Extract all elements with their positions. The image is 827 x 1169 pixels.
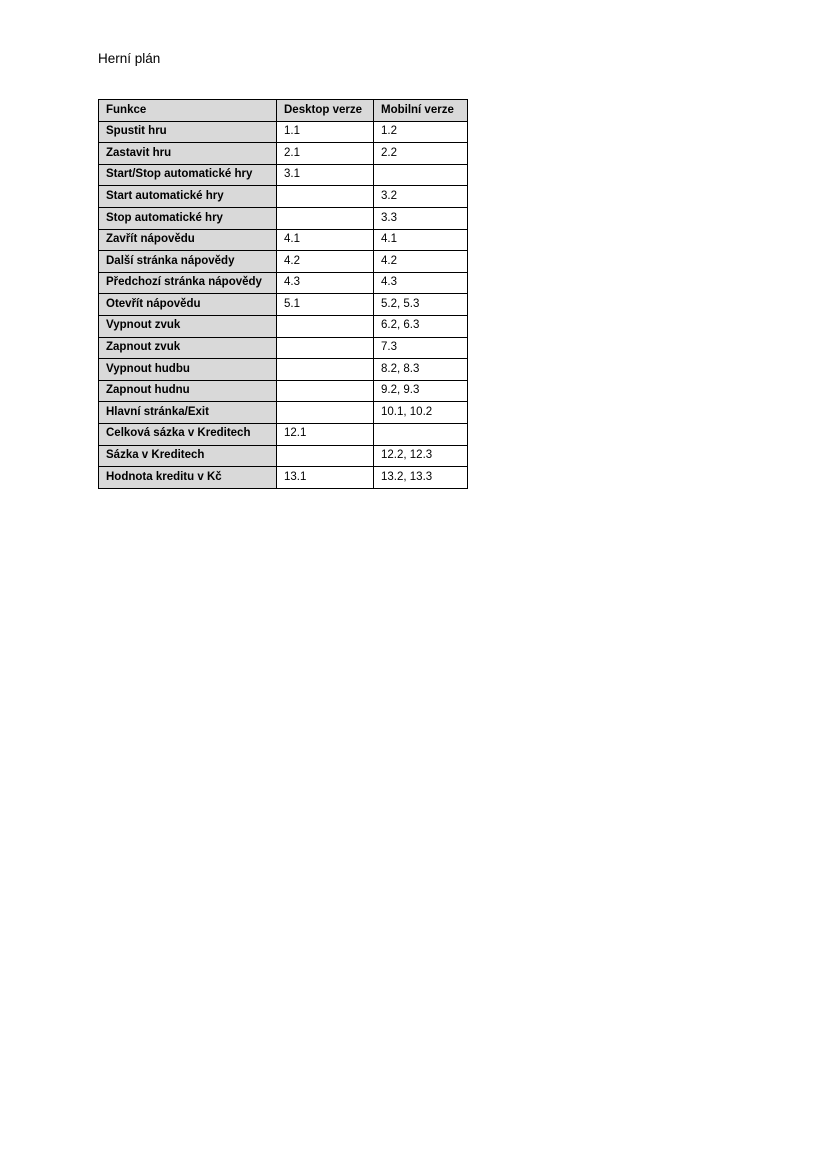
desktop-cell (277, 359, 374, 381)
table-row (99, 164, 468, 186)
table-row (99, 380, 468, 402)
desktop-cell (277, 337, 374, 359)
table-row (99, 445, 468, 467)
desktop-cell: 12.1 (277, 423, 374, 445)
header-cell-desktop: Desktop verze (277, 100, 374, 122)
table-row (99, 315, 468, 337)
function-cell: Předchozí stránka nápovědy (99, 272, 277, 294)
function-cell: Start automatické hry (99, 186, 277, 208)
mobile-cell: 9.2, 9.3 (374, 380, 468, 402)
document-title: Herní plán (98, 51, 161, 66)
table-row (99, 251, 468, 273)
mobile-cell (374, 164, 468, 186)
desktop-cell: 13.1 (277, 467, 374, 489)
function-cell: Otevřít nápovědu (99, 294, 277, 316)
mobile-cell: 12.2, 12.3 (374, 445, 468, 467)
mobile-cell: 8.2, 8.3 (374, 359, 468, 381)
function-cell: Celková sázka v Kreditech (99, 423, 277, 445)
header-cell-function: Funkce (99, 100, 277, 122)
table-row (99, 467, 468, 489)
table-header-row (99, 100, 468, 122)
table-row (99, 337, 468, 359)
table-row (99, 423, 468, 445)
mobile-cell: 4.2 (374, 251, 468, 273)
mobile-cell (374, 423, 468, 445)
mobile-cell: 6.2, 6.3 (374, 315, 468, 337)
function-cell: Zapnout zvuk (99, 337, 277, 359)
mobile-cell: 7.3 (374, 337, 468, 359)
table-row (99, 229, 468, 251)
desktop-cell (277, 207, 374, 229)
desktop-cell: 2.1 (277, 143, 374, 165)
function-table (98, 99, 468, 489)
table-row (99, 121, 468, 143)
function-cell: Start/Stop automatické hry (99, 164, 277, 186)
mobile-cell: 3.3 (374, 207, 468, 229)
function-cell: Vypnout hudbu (99, 359, 277, 381)
function-cell: Sázka v Kreditech (99, 445, 277, 467)
header-cell-mobile: Mobilní verze (374, 100, 468, 122)
function-cell: Zapnout hudnu (99, 380, 277, 402)
table-row (99, 143, 468, 165)
table-row (99, 272, 468, 294)
desktop-cell (277, 402, 374, 424)
desktop-cell: 4.3 (277, 272, 374, 294)
table-row (99, 294, 468, 316)
desktop-cell: 4.2 (277, 251, 374, 273)
mobile-cell: 4.3 (374, 272, 468, 294)
desktop-cell: 1.1 (277, 121, 374, 143)
mobile-cell: 13.2, 13.3 (374, 467, 468, 489)
desktop-cell (277, 380, 374, 402)
function-cell: Vypnout zvuk (99, 315, 277, 337)
desktop-cell (277, 445, 374, 467)
mobile-cell: 10.1, 10.2 (374, 402, 468, 424)
mobile-cell: 5.2, 5.3 (374, 294, 468, 316)
mobile-cell: 1.2 (374, 121, 468, 143)
desktop-cell (277, 315, 374, 337)
mobile-cell: 2.2 (374, 143, 468, 165)
desktop-cell: 3.1 (277, 164, 374, 186)
function-cell: Stop automatické hry (99, 207, 277, 229)
function-cell: Další stránka nápovědy (99, 251, 277, 273)
table-row (99, 359, 468, 381)
function-cell: Hodnota kreditu v Kč (99, 467, 277, 489)
table-row (99, 207, 468, 229)
function-cell: Spustit hru (99, 121, 277, 143)
function-cell: Zavřít nápovědu (99, 229, 277, 251)
table-row (99, 186, 468, 208)
table-row (99, 402, 468, 424)
desktop-cell: 5.1 (277, 294, 374, 316)
function-cell: Hlavní stránka/Exit (99, 402, 277, 424)
function-cell: Zastavit hru (99, 143, 277, 165)
desktop-cell: 4.1 (277, 229, 374, 251)
mobile-cell: 4.1 (374, 229, 468, 251)
desktop-cell (277, 186, 374, 208)
mobile-cell: 3.2 (374, 186, 468, 208)
